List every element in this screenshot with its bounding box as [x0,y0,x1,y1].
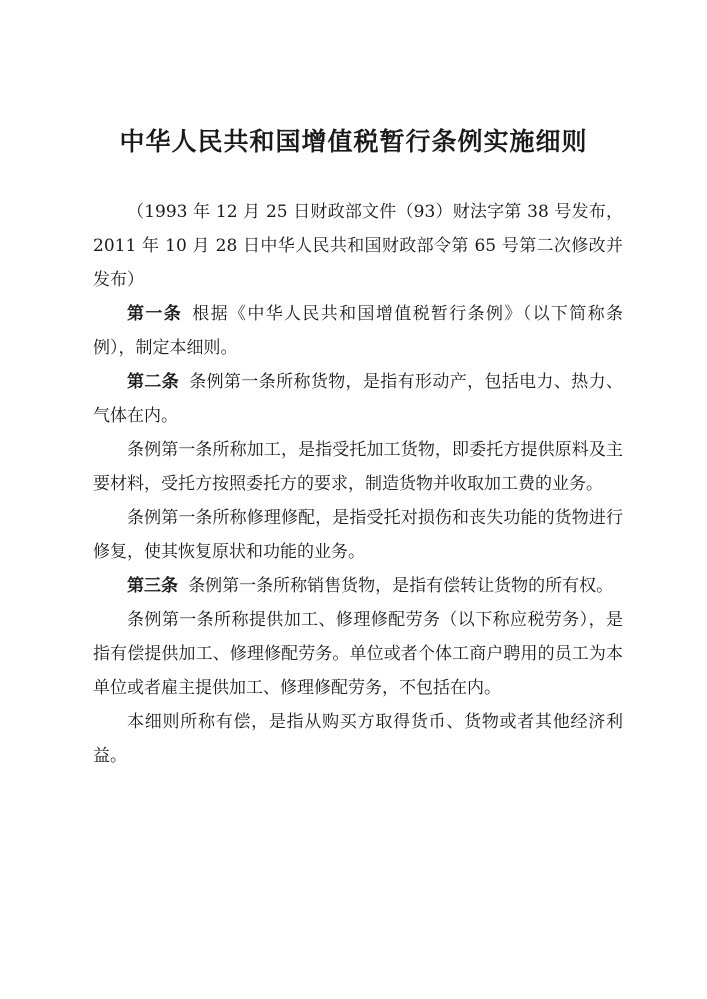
article-2-label: 第二条 [127,372,180,392]
article-1-text: 根据《中华人民共和国增值税暂行条例》（以下简称条例），制定本细则。 [93,304,624,358]
article-2-paragraph [93,365,623,433]
document-body [93,195,623,773]
article-3-services-paragraph: 条例第一条所称提供加工、修理修配劳务（以下称应税劳务），是指有偿提供加工、修理修配劳务。单位或者个体工商户聘用的员工为本单位或者雇主提供加工、修理修配劳务，不包括在内。 [93,610,623,698]
article-3-paragraph [93,569,623,603]
article-1-label: 第一条 [127,304,183,324]
article-3-compensation-paragraph: 本细则所称有偿，是指从购买方取得货币、货物或者其他经济利益。 [93,712,623,766]
publication-note: （1993 年 12 月 25 日财政部文件（93）财法字第 38 号发布，2011 年 10 月 28 日中华人民共和国财政部令第 65 号第二次修改并发布） [93,202,623,290]
article-2-text: 条例第一条所称货物，是指有形动产，包括电力、热力、气体在内。 [93,372,624,426]
document-title: 中华人民共和国增值税暂行条例实施细则 [119,127,588,156]
article-3-label: 第三条 [127,576,178,596]
article-3-text: 条例第一条所称销售货物，是指有偿转让货物的所有权。 [188,576,614,596]
article-1-paragraph [93,297,623,365]
article-2-repair-paragraph: 条例第一条所称修理修配，是指受托对损伤和丧失功能的货物进行修复，使其恢复原状和功能的业务。 [93,508,623,562]
article-2-processing-paragraph: 条例第一条所称加工，是指受托加工货物，即委托方提供原料及主要材料，受托方按照委托方的要求，制造货物并收取加工费的业务。 [93,440,623,494]
